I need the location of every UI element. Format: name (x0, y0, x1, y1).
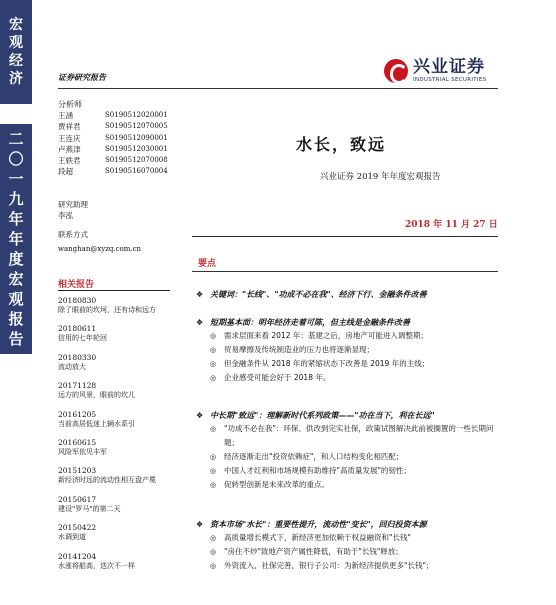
circle-bullet-icon: ◎ (210, 481, 217, 489)
side-banner-char: 〇 (8, 150, 24, 168)
side-banner-char: 年 (8, 210, 24, 228)
related-report-date: 20180330 (58, 352, 97, 362)
summary-bullet-text: 高质量增长模式下，新经济更加依赖于权益融资和"长钱" (224, 533, 411, 542)
circle-bullet-icon: ◎ (210, 374, 217, 382)
summary-bullet (196, 545, 500, 559)
summary-bullet (196, 357, 500, 371)
summary-bullet-text: "功成不必在我"：环保、供改到完实社保，政策试图解决此前被搁置的一些长期问题； (224, 424, 494, 447)
side-banner-char: 年 (8, 230, 24, 248)
analyst-name: 贾祥君 (58, 122, 81, 132)
circle-bullet-icon: ◎ (210, 534, 217, 542)
analyst-row (58, 155, 168, 166)
analyst-name: 卢燕津 (58, 144, 81, 154)
related-report-date: 20180830 (58, 296, 97, 305)
analyst-row (58, 121, 168, 132)
related-report-item[interactable] (58, 410, 174, 438)
summary-bullet-text: 促转型创新是未来改革的重点。 (224, 480, 329, 489)
contact-email[interactable]: wanghan@xyzq.com.cn (58, 245, 142, 253)
circle-bullet-icon: ◎ (210, 548, 217, 556)
related-reports-list (58, 296, 174, 580)
side-banner-char: 九 (8, 190, 24, 208)
summary-bullet (196, 343, 500, 357)
summary-bullet-text: 企业感受可能会好于 2018 年。 (224, 373, 331, 382)
summary-bullet (196, 422, 500, 450)
date-divider (192, 236, 498, 237)
summary-section-title (196, 288, 500, 301)
analyst-row (58, 133, 168, 144)
report-date: 2018 年 11 月 27 日 (405, 220, 498, 230)
related-report-title[interactable]: 除了眼前的坎坷，还有诗和远方 (58, 306, 156, 314)
side-banner-char: 宏 (8, 270, 24, 288)
summary-section (196, 409, 500, 492)
summary-bullet (196, 329, 500, 343)
company-logo (384, 58, 486, 83)
related-report-item[interactable] (58, 466, 174, 494)
summary-section-title (196, 409, 500, 422)
analyst-name: 王轶君 (58, 156, 81, 166)
analyst-row (58, 166, 168, 177)
side-banner-char: 观 (8, 290, 24, 308)
related-report-title[interactable]: 风险军依见丰军 (58, 447, 107, 456)
related-report-item[interactable] (58, 324, 174, 352)
analyst-license-id: S0190512020001 (105, 111, 168, 119)
side-banner-category (0, 0, 32, 104)
related-report-title[interactable]: 流动放大 (58, 362, 86, 371)
related-report-item[interactable] (58, 495, 174, 523)
summary-bullet (196, 559, 500, 573)
side-banner-char: 二 (8, 130, 24, 148)
analyst-name: 王涵 (58, 111, 73, 120)
report-label: 证券研究报告 (58, 73, 106, 82)
related-report-date: 20150617 (58, 494, 97, 504)
summary-bullet-text: 外资流入、社保完善，银行子公司：为新经济提供更多"长钱"； (224, 561, 434, 570)
summary-bullet (196, 531, 500, 545)
analyst-row (58, 144, 168, 155)
side-banner-char: 宏 (9, 17, 23, 33)
summary-heading: 要点 (198, 259, 217, 269)
analyst-row (58, 110, 168, 121)
related-report-item[interactable] (58, 353, 174, 381)
summary-section-title-text: 中长期"致远"：理解新时代系列政策——"功在当下，利在长远" (210, 411, 435, 420)
related-report-title[interactable]: 信用的七年轮回 (58, 334, 107, 343)
summary-bullet-text: 需求层面来看 2012 年：基建之后，房地产可能进入调整期； (224, 331, 428, 340)
related-report-date: 20171128 (58, 381, 97, 391)
diamond-bullet-icon: ❖ (196, 411, 204, 420)
analyst-license-id: S0190512070005 (105, 122, 168, 131)
summary-bullet-text: 经济逐渐走出"投资依赖症"，和人口结构变化相匹配； (224, 452, 404, 461)
report-title: 水长，致远 (296, 135, 387, 154)
related-report-item[interactable] (58, 438, 174, 466)
analyst-license-id: S0190516070004 (105, 167, 168, 176)
side-banner-char: 观 (9, 35, 23, 51)
analyst-list (58, 110, 168, 178)
analyst-license-id: S0190512090001 (105, 133, 168, 142)
analyst-name: 段超 (58, 167, 73, 177)
analyst-name: 王连庆 (58, 133, 81, 143)
related-report-title[interactable]: 水调到道 (58, 533, 86, 542)
related-report-date: 20180611 (58, 324, 97, 334)
circle-bullet-icon: ◎ (210, 453, 217, 461)
header-divider (58, 88, 498, 89)
related-report-date: 20141204 (58, 551, 97, 561)
summary-bullet (196, 478, 500, 492)
circle-bullet-icon: ◎ (210, 332, 217, 340)
summary-section (196, 518, 500, 573)
side-banner-char: 报 (8, 310, 24, 328)
side-banner-char: 经 (9, 53, 23, 69)
side-banner-char: 告 (8, 330, 24, 348)
assistant-heading: 研究助理 (58, 200, 88, 209)
analyst-license-id: S0190512070008 (105, 156, 168, 165)
summary-section-title (196, 518, 500, 531)
circle-bullet-icon: ◎ (210, 360, 217, 368)
side-banner-char: 一 (8, 170, 24, 188)
related-report-date: 20150422 (58, 523, 97, 533)
report-subtitle: 兴业证券 2019 年年度宏观报告 (320, 172, 441, 182)
related-divider (58, 290, 170, 291)
related-report-item[interactable] (58, 552, 174, 580)
related-report-item[interactable] (58, 381, 174, 409)
summary-section-title-text: 资本市场"水长"：重要性提升，流动性"变长"，回归投资本源 (210, 520, 427, 529)
related-report-title[interactable]: 当前高居低迷上辆水系引 (58, 419, 135, 428)
related-report-date: 20160615 (58, 437, 97, 447)
summary-bullet-text: "房住不炒"致地产资产属性降低，有助于"长钱"释放； (224, 547, 403, 556)
analyst-license-id: S0190512030001 (105, 144, 168, 153)
summary-bullet-text: 贸易摩擦及传统制造业的压力也将逐渐显现； (224, 345, 374, 354)
circle-bullet-icon: ◎ (210, 562, 217, 570)
summary-section (196, 316, 500, 385)
circle-bullet-icon: ◎ (210, 467, 217, 475)
summary-bullet (196, 464, 500, 478)
summary-divider (192, 271, 498, 272)
related-report-title[interactable]: 水涨将船高，迭次不一样 (58, 561, 135, 570)
circle-bullet-icon: ◎ (210, 425, 217, 433)
related-report-title[interactable]: 建设"罗马"的第二天 (58, 504, 121, 513)
summary-bullet-text: 中国人才红利和市场规模有助维持"高质量发展"的韧性； (224, 466, 411, 475)
assistant-name: 李泓 (58, 211, 73, 220)
side-banner-report-type (0, 124, 32, 354)
related-report-item[interactable] (58, 523, 174, 551)
related-report-title[interactable]: 远方的风景，眼前的坎儿 (58, 391, 135, 400)
summary-bullet (196, 371, 500, 385)
logo-name-cn: 兴业证券 (413, 57, 485, 77)
related-reports-heading: 相关报告 (58, 280, 95, 290)
summary-section (196, 288, 500, 301)
logo-mark-icon (384, 59, 408, 83)
analyst-heading: 分析师 (58, 100, 82, 109)
logo-name-en: INDUSTRIAL SECURITIES (413, 77, 487, 83)
diamond-bullet-icon: ❖ (196, 290, 204, 299)
summary-section-title-text: 关键词："长线"、"功成不必在我"、经济下行、金融条件改善 (210, 290, 427, 299)
diamond-bullet-icon: ❖ (196, 520, 204, 529)
summary-bullet-text: 但金融条件从 2018 年的紧缩状态下改善是 2019 年的主线； (224, 359, 430, 368)
related-report-date: 20151203 (58, 466, 97, 476)
summary-section-title (196, 316, 500, 329)
related-report-title[interactable]: 新经济时远的流动性相互盘产冕 (58, 476, 156, 485)
summary-section-title-text: 短期基本面：明年经济走着可陈，但主线是金融条件改善 (210, 318, 410, 327)
side-banner-char: 济 (9, 71, 23, 87)
diamond-bullet-icon: ❖ (196, 318, 204, 327)
contact-heading: 联系方式 (58, 230, 88, 239)
circle-bullet-icon: ◎ (210, 346, 217, 354)
related-report-date: 20161205 (58, 409, 97, 419)
side-banner-char: 度 (8, 250, 24, 268)
summary-bullet (196, 450, 500, 464)
related-report-item[interactable] (58, 296, 174, 324)
